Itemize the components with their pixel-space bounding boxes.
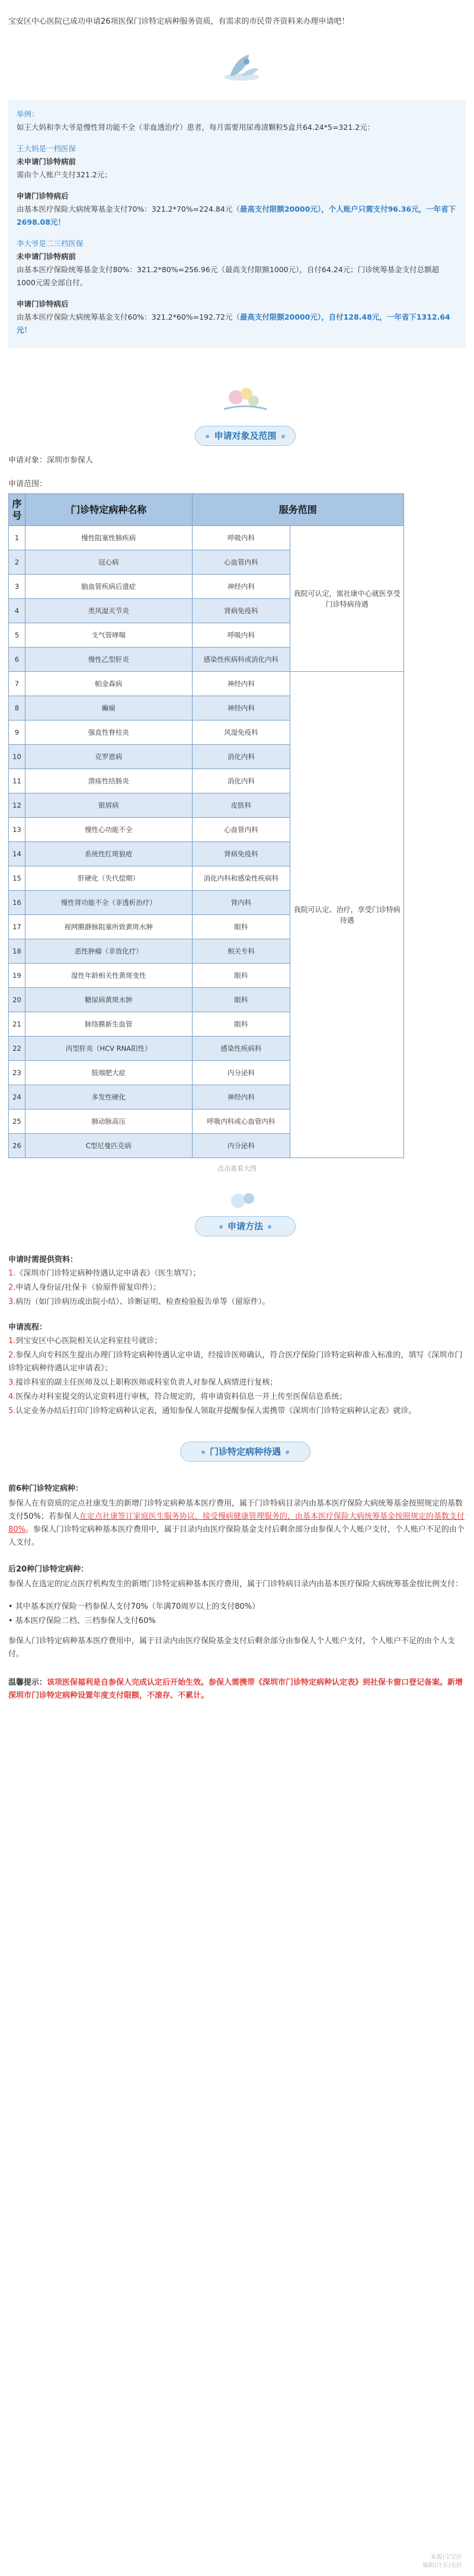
section3-title-text: 门诊特定病种待遇	[209, 1446, 281, 1457]
post-items	[8, 1601, 466, 1628]
list-number: 1.	[8, 1337, 16, 1346]
row-number: 19	[9, 964, 25, 988]
row-number: 11	[9, 769, 25, 793]
table-caption[interactable]: 点击查看大图	[217, 1165, 257, 1172]
wang-yes-text-2: ），个人账户只需支付96.36元，一年省下2698.08元！	[17, 205, 456, 227]
list-number: 2.	[8, 1283, 16, 1292]
row-department: 神经内科	[192, 1085, 290, 1110]
row-department: 眼科	[192, 1012, 290, 1037]
footer-line-1: 来源|宝安区	[430, 2554, 462, 2561]
row-disease-name: 慢性乙型肝炎	[25, 648, 192, 672]
row-disease-name: 丙型肝炎（HCV RNA阳性）	[25, 1037, 192, 1061]
row-disease-name: 脉络膜新生血管	[25, 1012, 192, 1037]
post-text: 参保人在选定的定点医疗机构发生的新增门诊特定病种基本医疗费用，属于门诊特病目录内由基本医疗保险大病统筹基金按比例支付：	[8, 1580, 463, 1589]
pre-text	[8, 1497, 466, 1550]
row-number: 22	[9, 1037, 25, 1061]
row-disease-name: 溃疡性结肠炎	[25, 769, 192, 793]
tip-text: 该项医保福利是自参保人完成认定后开始生效。参保人需携带《深圳市门诊特定病种认定表》到社保卡窗口登记备案。新增深圳市门诊特定病种设置年度支付限额，不滚存、不累计。	[8, 1678, 463, 1700]
row-disease-name: 慢性心功能不全	[25, 818, 192, 842]
row-disease-name: 慢性阻塞性肺疾病	[25, 526, 192, 550]
row-number: 4	[9, 599, 25, 623]
row-disease-name: 类风湿关节炎	[25, 599, 192, 623]
row-number: 26	[9, 1134, 25, 1158]
li-yes-title: 申请门诊特病后	[17, 299, 69, 308]
row-department: 皮肤科	[192, 793, 290, 818]
row-disease-name: 癫痫	[25, 696, 192, 720]
target-text: 申请对象：深圳市参保人	[8, 456, 94, 465]
row-department: 感染性疾病科	[192, 1037, 290, 1061]
tip-label: 温馨提示：	[8, 1678, 47, 1687]
example-box	[8, 100, 466, 347]
section1-title	[195, 426, 296, 446]
row-department: 内分泌科	[192, 1134, 290, 1158]
materials-list	[8, 1267, 466, 1309]
row-department: 神经内科	[192, 696, 290, 720]
leaf-decoration-icon	[212, 46, 271, 88]
row-number: 14	[9, 842, 25, 866]
row-department: 感染性疾病科或消化内科	[192, 648, 290, 672]
row-number: 25	[9, 1110, 25, 1134]
wang-yes-limit: 最高支付限额20000元	[239, 205, 318, 213]
row-number: 16	[9, 891, 25, 915]
pre-title: 前6种门诊特定病种：	[8, 1484, 84, 1493]
row-department: 心血管内科	[192, 818, 290, 842]
li-yes-text-2: ），自付128.48元，一年省下1312.64元！	[17, 313, 450, 334]
row-number: 7	[9, 672, 25, 696]
row-disease-name: 脑血管疾病后遗症	[25, 575, 192, 599]
example-title: 举例：	[17, 110, 39, 119]
row-number: 8	[9, 696, 25, 720]
footer	[422, 2553, 462, 2570]
wang-title: 王大妈是一档医保	[17, 144, 76, 153]
row-disease-name: C型尼曼匹克病	[25, 1134, 192, 1158]
row-number: 21	[9, 1012, 25, 1037]
row-number: 6	[9, 648, 25, 672]
row-disease-name: 视网膜静脉阻塞所致黄斑水肿	[25, 915, 192, 939]
row-disease-name: 系统性红斑狼疮	[25, 842, 192, 866]
article	[8, 0, 466, 1703]
row-department: 消化内科和感染性疾病科	[192, 866, 290, 891]
li-no-title: 未申请门诊特病前	[17, 252, 76, 261]
row-number: 15	[9, 866, 25, 891]
row-department: 心血管内科	[192, 550, 290, 575]
footer-line-2: 编辑|许乐|毛轩	[422, 2562, 462, 2569]
list-number: 4.	[8, 1392, 16, 1401]
row-number: 5	[9, 623, 25, 648]
row-number: 23	[9, 1061, 25, 1085]
table-row	[9, 526, 404, 550]
list-item: • 其中基本医疗保险一档参保人支付70%（年满70周岁以上的支付80%）	[8, 1602, 260, 1611]
row-department: 呼吸内科或心血管内科	[192, 1110, 290, 1134]
row-disease-name: 恶性肿瘤（非放化疗）	[25, 939, 192, 964]
list-item: 2.参保人向专科医生提出办理门诊特定病种待遇认定申请，经接诊医师确认，符合医疗保险门诊特定病种准入标准的，填写《深圳市门诊特定病种待遇认定申请表》；	[8, 1351, 463, 1373]
table-header-name: 门诊特定病种名称	[25, 494, 192, 526]
materials-title: 申请时需提供资料：	[8, 1255, 78, 1264]
process-list	[8, 1335, 466, 1418]
section2-header	[8, 1175, 466, 1246]
post-text-2: 参保人门诊特定病种基本医疗费用中，属于目录内由医疗保险基金支付后剩余部分由参保人个人账户支付，个人账户不足的由个人支付。	[8, 1637, 456, 1659]
row-department: 风湿免疫科	[192, 720, 290, 745]
row-number: 18	[9, 939, 25, 964]
li-no-text: 由基本医疗保险统筹基金支付80%：321.2*80%=256.96元（最高支付限额1000元），自付64.24元；门诊统筹基金支付总额超1000元需全部自付。	[17, 265, 440, 287]
row-department: 肾内科	[192, 891, 290, 915]
row-disease-name: 银屑病	[25, 793, 192, 818]
row-disease-name: 支气管哮喘	[25, 623, 192, 648]
row-department: 呼吸内科	[192, 623, 290, 648]
row-number: 12	[9, 793, 25, 818]
row-disease-name: 糖尿病黄斑水肿	[25, 988, 192, 1012]
row-disease-name: 慢性肾功能不全（非透析治疗）	[25, 891, 192, 915]
row-department: 神经内科	[192, 672, 290, 696]
row-number: 13	[9, 818, 25, 842]
service-scope-hospital: 我院可认定、治疗，享受门诊特病待遇	[290, 672, 404, 1158]
section2-title-text: 申请方法	[227, 1221, 263, 1232]
disease-table	[8, 493, 404, 1158]
wang-yes-text	[17, 203, 457, 229]
row-department: 消化内科	[192, 769, 290, 793]
row-number: 2	[9, 550, 25, 575]
row-department: 内分泌科	[192, 1061, 290, 1085]
row-disease-name: 肢端肥大症	[25, 1061, 192, 1085]
li-yes-text-1: 由基本医疗保险大病统筹基金支付60%：321.2*60%=192.72元（	[17, 313, 240, 321]
row-disease-name: 强直性脊柱炎	[25, 720, 192, 745]
list-number: 1.	[8, 1269, 16, 1278]
list-number: 2.	[8, 1351, 16, 1360]
process-title: 申请流程：	[8, 1323, 47, 1332]
list-item: 3.病历（如门诊病历或出院小结）、诊断证明、检查检验报告单等（留原件）。	[8, 1297, 270, 1306]
row-number: 1	[9, 526, 25, 550]
row-department: 肾病免疫科	[192, 842, 290, 866]
row-department: 眼科	[192, 988, 290, 1012]
wang-yes-title: 申请门诊特病后	[17, 192, 69, 200]
list-item: 5.认定业务办结后打印门诊特定病种认定表，通知参保人领取并提醒参保人需携带《深圳市门诊特定病种认定表》就诊。	[8, 1407, 417, 1415]
list-item: 2.申请人身份证/社保卡（验原件留复印件）；	[8, 1283, 161, 1292]
pre-text-1: 参保人在有资质的定点社康发生的新增门诊特定病种基本医疗费用，属于门诊特病目录内由基本医疗保险大病统筹基金按照规定的基数支付50%；若参保人	[8, 1499, 463, 1521]
list-item: 1.《深圳市门诊特定病种待遇认定申请表》（医生填写）；	[8, 1269, 201, 1278]
row-number: 20	[9, 988, 25, 1012]
table-header-no: 序号	[9, 494, 25, 526]
row-disease-name: 湿性年龄相关性黄斑变性	[25, 964, 192, 988]
row-disease-name: 肝硬化（失代偿期）	[25, 866, 192, 891]
list-number: 3.	[8, 1378, 16, 1387]
section3-title	[180, 1442, 310, 1462]
li-yes-limit: 最高支付限额20000元	[239, 313, 318, 321]
row-department: 消化内科	[192, 745, 290, 769]
row-department: 眼科	[192, 915, 290, 939]
list-item: • 基本医疗保险二档、三档参保人支付60%	[8, 1617, 156, 1625]
tip	[8, 1676, 466, 1703]
row-department: 神经内科	[192, 575, 290, 599]
row-number: 17	[9, 915, 25, 939]
row-number: 3	[9, 575, 25, 599]
pre-text-2: 。参保人门诊特定病种基本医疗费用中，属于目录内由医疗保险基金支付后剩余部分由参保人个人账户支付，个人账户不足的由个人支付。	[8, 1525, 465, 1547]
table-header-service: 服务范围	[192, 494, 403, 526]
list-item: 3.接诊科室的副主任医师及以上职称医师或科室负责人对参保人病情进行复核；	[8, 1378, 278, 1387]
example-desc: 如王大妈和李大爷是慢性肾功能不全（非血透治疗）患者，每月需要用尿毒清颗粒5盒共64.24*5=321.2元：	[17, 123, 375, 132]
service-scope-community: 我院可认定，需社康中心就医享受门诊特病待遇	[290, 526, 404, 672]
row-disease-name: 冠心病	[25, 550, 192, 575]
row-department: 肾病免疫科	[192, 599, 290, 623]
section1-header	[8, 371, 466, 448]
row-disease-name: 多发性硬化	[25, 1085, 192, 1110]
section2-title	[195, 1216, 296, 1236]
list-item: 1.到宝安区中心医院相关认定科室挂号就诊；	[8, 1337, 162, 1346]
wang-no-text: 需由个人账户支付321.2元；	[17, 170, 112, 179]
post-title: 后20种门诊特定病种：	[8, 1565, 89, 1574]
bubble-decoration-icon	[225, 1189, 263, 1213]
list-number: 3.	[8, 1297, 16, 1306]
wang-yes-text-1: 由基本医疗保险大病统筹基金支付70%：321.2*70%=224.84元（	[17, 205, 240, 213]
intro-text: 宝安区中心医院已成功申请26项医保门诊特定病种服务资质，有需求的市民带齐资料来办理申请吧！	[8, 17, 350, 26]
decoration-top	[8, 28, 466, 100]
row-disease-name: 帕金森病	[25, 672, 192, 696]
wang-no-title: 未申请门诊特病前	[17, 157, 76, 166]
li-title: 李大爷是二三档医保	[17, 239, 84, 248]
row-department: 眼科	[192, 964, 290, 988]
list-item: 4.医保办对科室提交的认定资料进行审核，符合规定的，将申请资料信息一并上传至医保信息系统；	[8, 1392, 347, 1401]
row-number: 24	[9, 1085, 25, 1110]
flower-decoration-icon	[212, 380, 277, 415]
scope-text: 申请范围：	[8, 480, 47, 489]
section3-header	[8, 1418, 466, 1475]
section1-title-text: 申请对象及范围	[214, 431, 277, 441]
list-number: 5.	[8, 1407, 16, 1415]
table-body	[9, 526, 404, 1158]
table-row	[9, 672, 404, 696]
row-disease-name: 克罗恩病	[25, 745, 192, 769]
pre-highlight: 在定点社康签订家庭医生服务协议，接受慢病健康管理服务的，由基本医疗保险大病统筹基金按照规定的基数支付80%	[8, 1512, 465, 1534]
row-department: 呼吸内科	[192, 526, 290, 550]
li-yes-text	[17, 311, 457, 337]
row-department: 相关专科	[192, 939, 290, 964]
row-number: 9	[9, 720, 25, 745]
row-disease-name: 肺动脉高压	[25, 1110, 192, 1134]
row-number: 10	[9, 745, 25, 769]
